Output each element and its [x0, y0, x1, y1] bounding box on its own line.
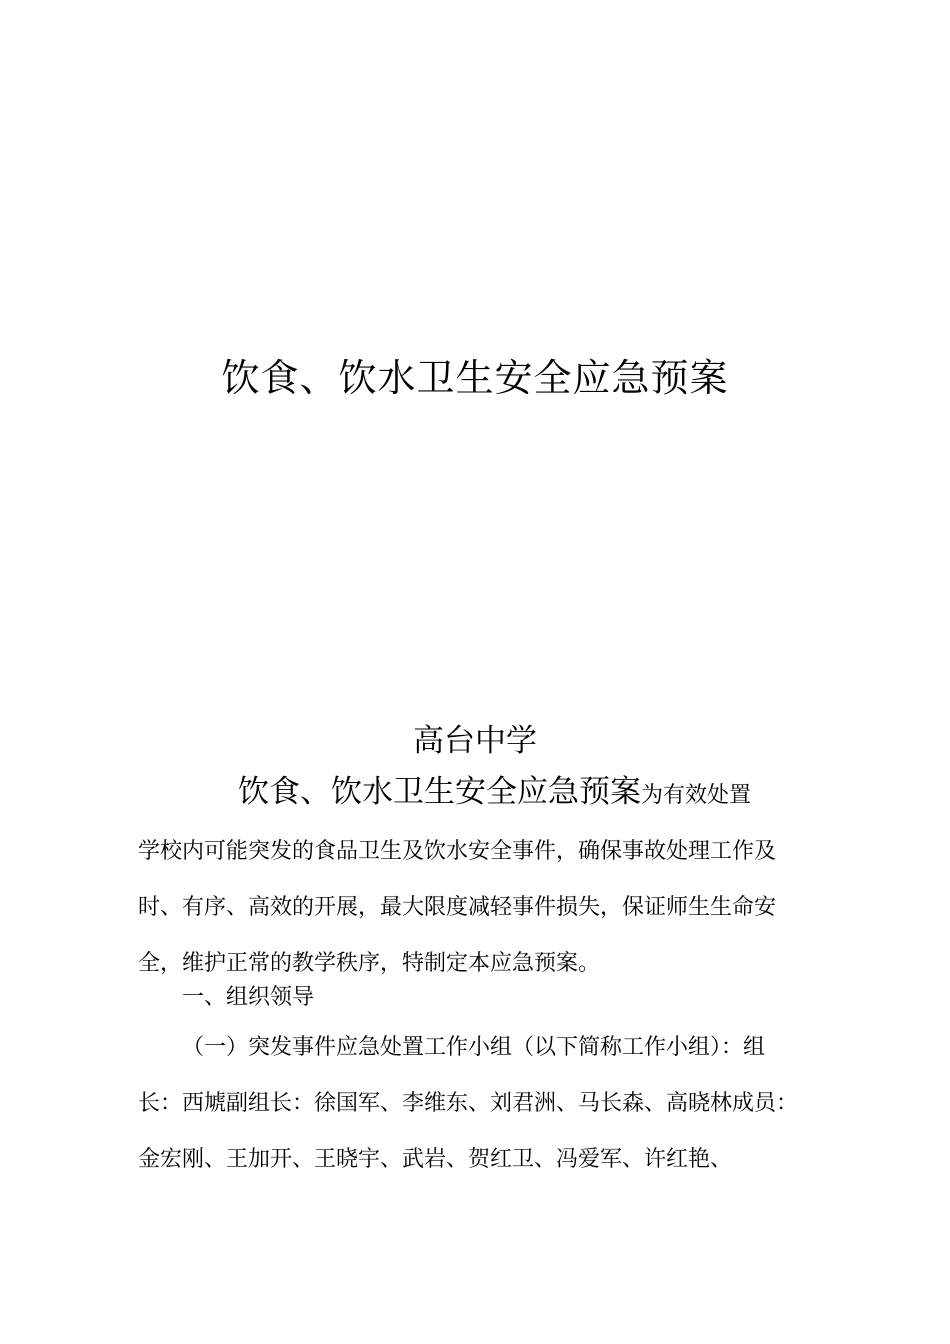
group-paragraph [138, 1020, 824, 1188]
group-line-1: （一）突发事件应急处置工作小组（以下简称工作小组）：组 [182, 1035, 766, 1060]
school-name: 高台中学 [413, 723, 537, 759]
section-heading: 一、组织领导 [182, 985, 315, 1010]
intro-title: 饮食、饮水卫生安全应急预案 [238, 774, 641, 810]
intro-paragraph [138, 764, 824, 992]
intro-text: 为有效处置 [641, 783, 752, 808]
intro-line-3: 时、有序、高效的开展，最大限度减轻事件损失，保证师生生命安 [138, 895, 777, 920]
intro-line-4: 全，维护正常的教学秩序，特制定本应急预案。 [138, 951, 601, 976]
group-line-3: 金宏刚、王加开、王晓宇、武岩、贺红卫、冯爱军、许红艳、 [138, 1147, 733, 1172]
intro-line-1 [138, 764, 824, 824]
intro-line-2: 学校内可能突发的食品卫生及饮水安全事件，确保事故处理工作及 [138, 839, 777, 864]
cover-title: 饮食、饮水卫生安全应急预案 [221, 356, 729, 400]
group-line-2: 长：西虓副组长：徐国军、李维东、刘君洲、马长森、高晓林成员： [138, 1091, 799, 1116]
